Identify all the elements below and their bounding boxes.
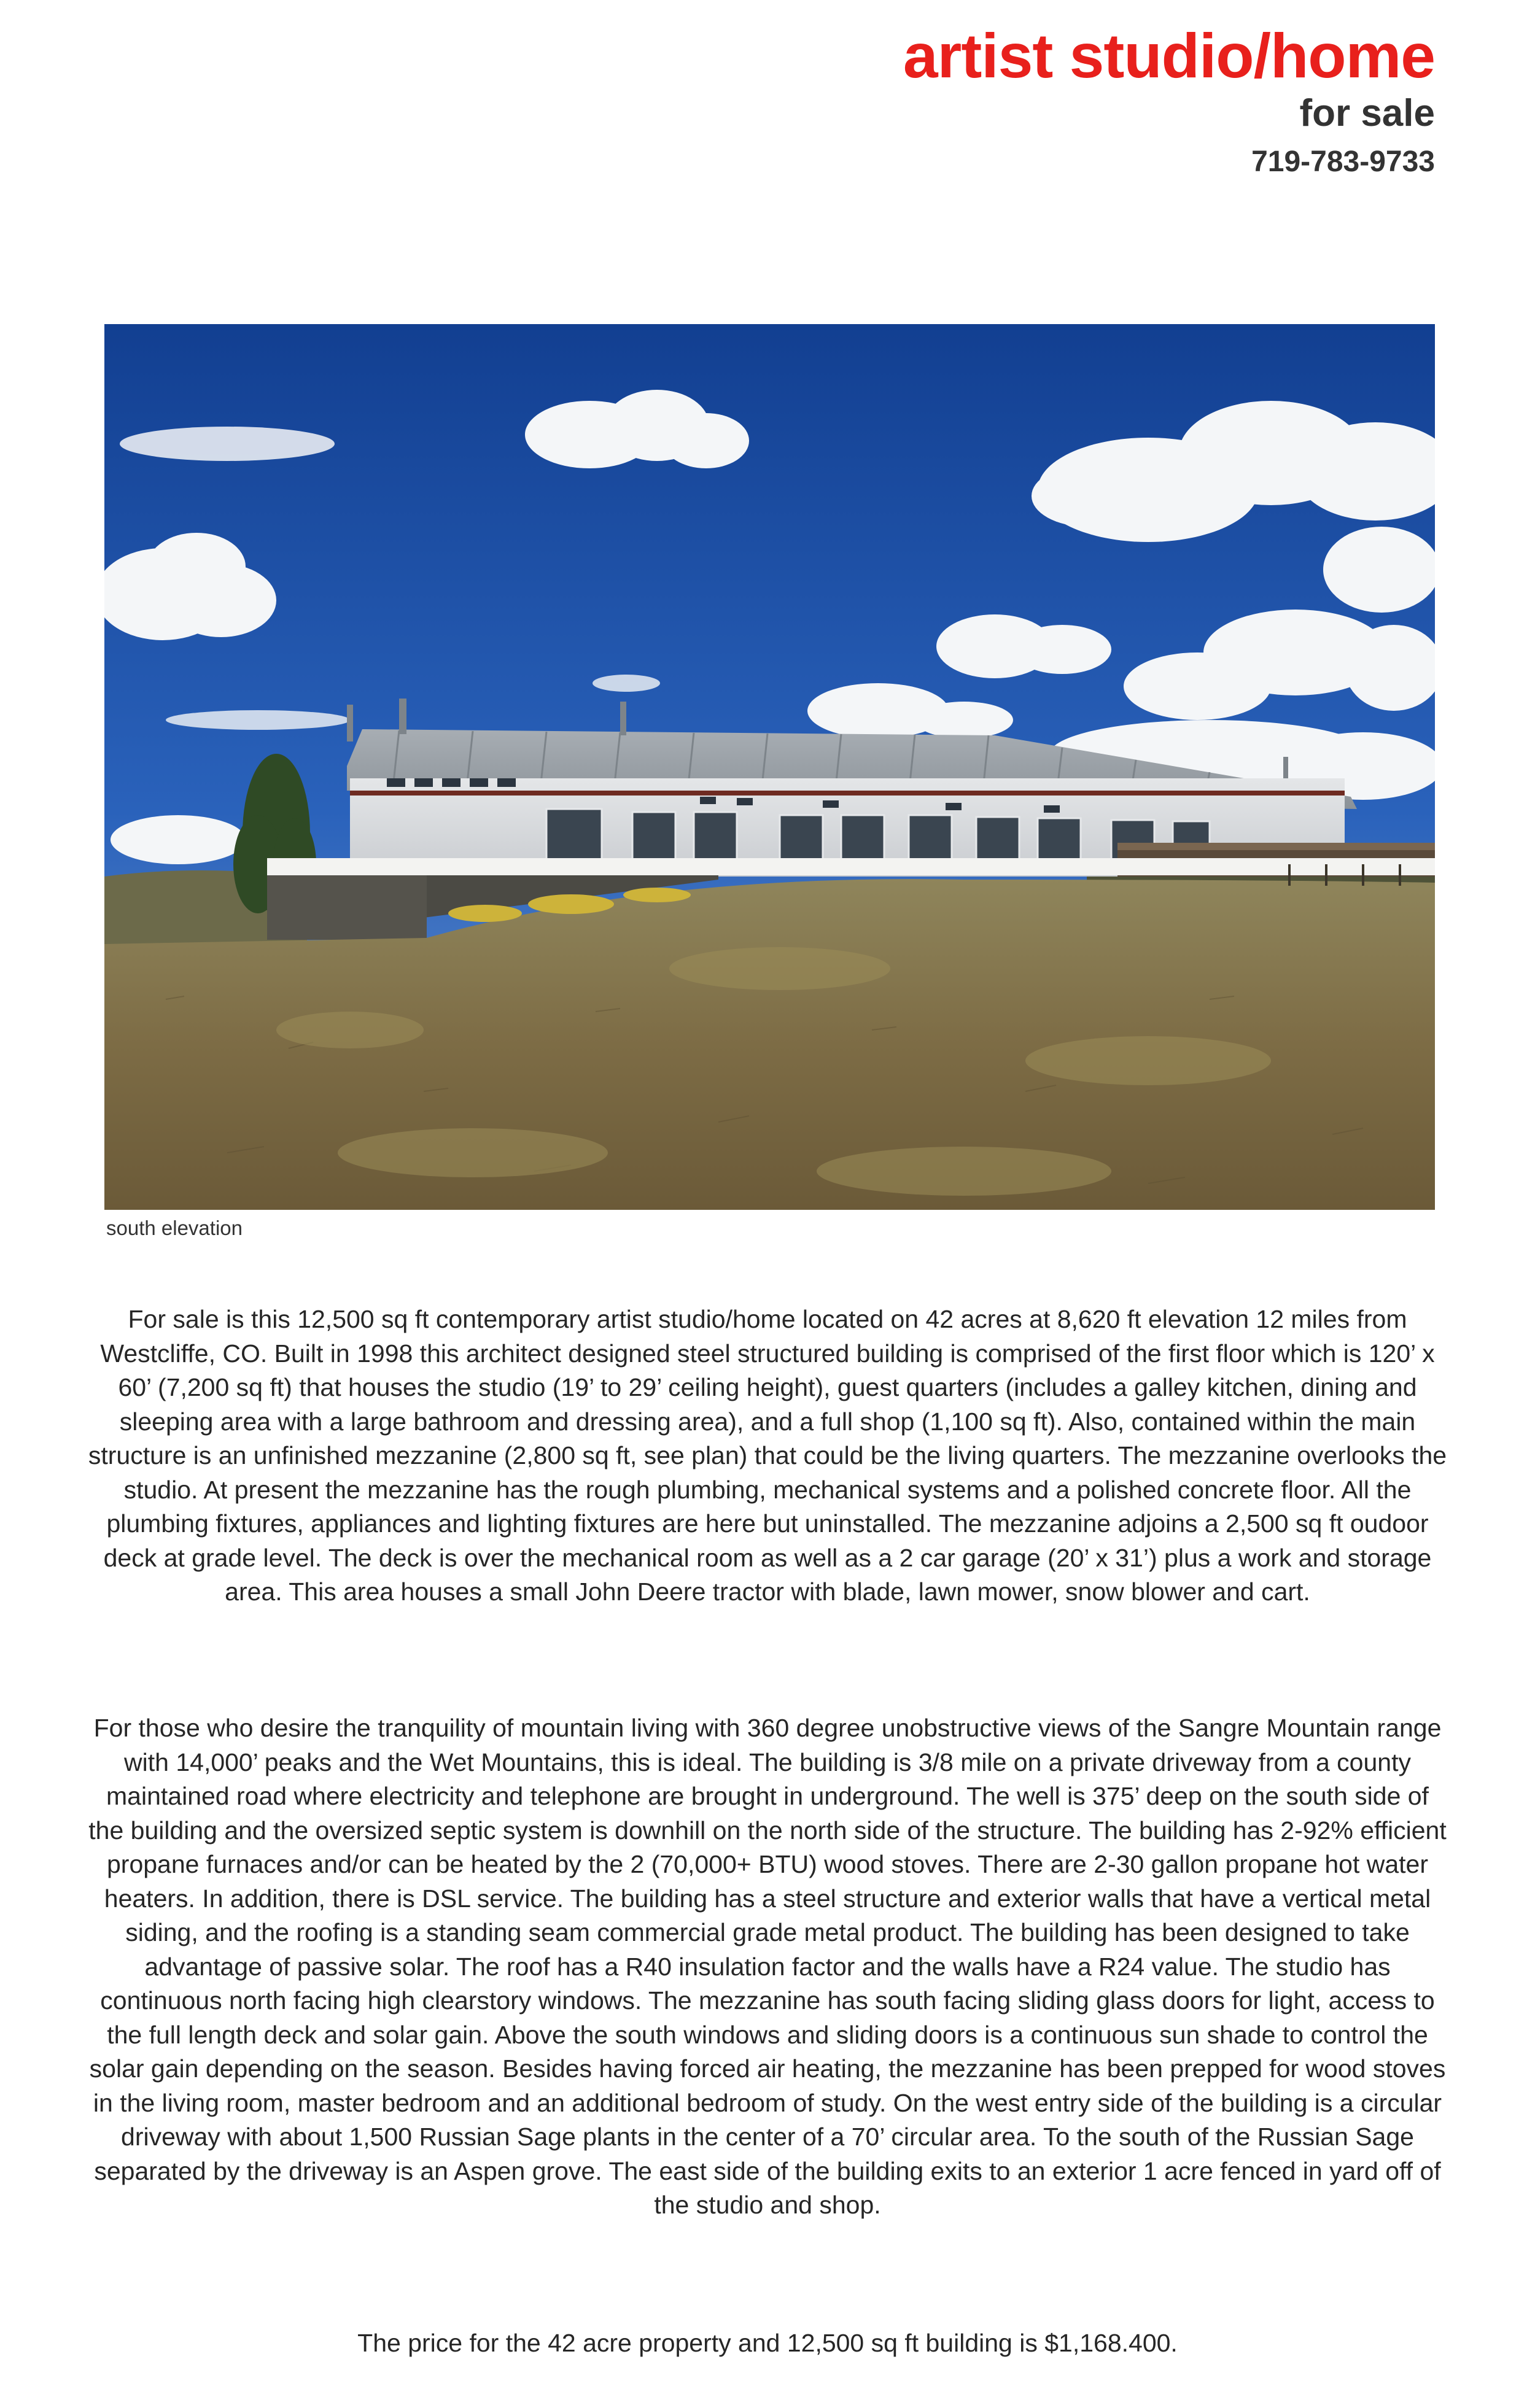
listing-header [903, 21, 1435, 178]
listing-subtitle: for sale [1299, 92, 1435, 134]
south-elevation-photo [104, 324, 1435, 1210]
price-statement: The price for the 42 acre property and 12,500 sq ft building is $1,168.400. [357, 2329, 1178, 2357]
listing-title: artist studio/home [903, 21, 1435, 91]
description-paragraph-1: For sale is this 12,500 sq ft contemporary artist studio/home located on 42 acres at 8,620 ft elevation 12 miles from Westcliffe, CO. Built in 1998 this architect designed steel structured building is comprised of the first floor which is 120’ x 60’ (7,200 sq ft) that houses the studio (19’ to 29’ ceiling height), guest quarters (includes a galley kitchen, dining and sleeping area with a large bathroom and dressing area), and a full shop (1,100 sq ft). Also, contained within the main structure is an unfinished mezzanine (2,800 sq ft, see plan) that could be the living quarters. The mezzanine overlooks the studio. At present the mezzanine has the rough plumbing, mechanical systems and a polished concrete floor. All the plumbing fixtures, appliances and lighting fixtures are here but uninstalled. The mezzanine adjoins a 2,500 sq ft oudoor deck at grade level. The deck is over the mechanical room as well as a 2 car garage (20’ x 31’) plus a work and storage area. This area houses a small John Deere tractor with blade, lawn mower, snow blower and cart. [88, 1305, 1447, 1606]
description-paragraph-2: For those who desire the tranquility of mountain living with 360 degree unobstructive views of the Sangre Mountain range with 14,000’ peaks and the Wet Mountains, this is ideal. The building is 3/8 mile on a private driveway from a county maintained road where electricity and telephone are brought in underground. The well is 375’ deep on the south side of the building and the oversized septic system is downhill on the north side of the structure. The building has 2-92% efficient propane furnaces and/or can be heated by the 2 (70,000+ BTU) wood stoves. There are 2-30 gallon propane hot water heaters. In addition, there is DSL service. The building has a steel structure and exterior walls that have a vertical metal siding, and the roofing is a standing seam commercial grade metal product. The building has been designed to take advantage of passive solar. The roof has a R40 insulation factor and the walls have a R24 value. The studio has continuous north facing high clearstory windows. The mezzanine has south facing sliding glass doors for light, access to the full length deck and solar gain. Above the south windows and sliding doors is a continuous sun shade to control the solar gain depending on the season. Besides having forced air heating, the mezzanine has been prepped for wood stoves in the living room, master bedroom and an additional bedroom of study. On the west entry side of the building is a circular driveway with about 1,500 Russian Sage plants in the center of a 70’ circular area. To the south of the Russian Sage separated by the driveway is an Aspen grove. The east side of the building exits to an exterior 1 acre fenced in yard off of the studio and shop. [88, 1714, 1447, 2219]
contact-phone: 719-783-9733 [1251, 145, 1435, 178]
photo-caption: south elevation [106, 1217, 243, 1239]
